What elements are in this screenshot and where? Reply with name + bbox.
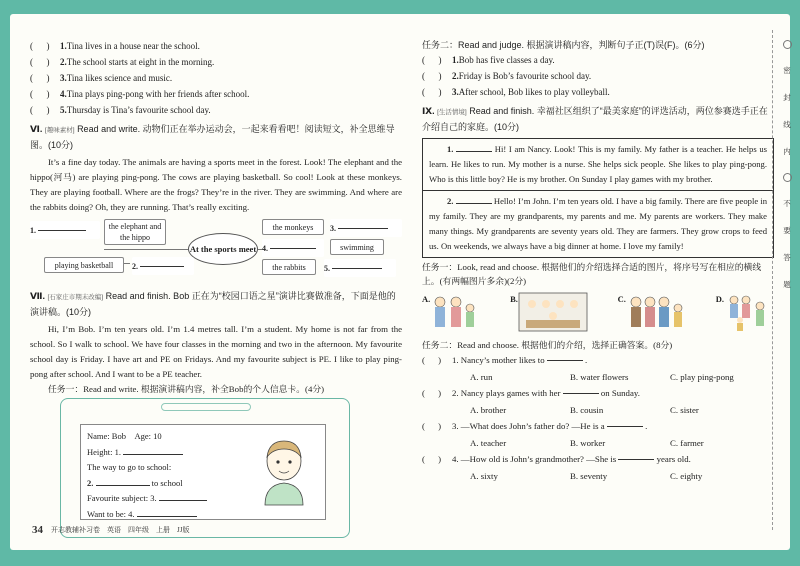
boy-illustration <box>257 435 311 511</box>
left.tf_items-item-3: ( ) 3. Tina likes science and music. <box>30 70 402 86</box>
card-blank-2[interactable] <box>96 485 150 486</box>
option[interactable]: A. teacher <box>470 437 507 448</box>
footer-text: 开志教辅补习卷 英语 四年级 上册 JJ版 <box>51 526 190 534</box>
card-blank-4[interactable] <box>137 516 197 517</box>
left.tf_items-item-2: ( ) 2. The school starts at eight in the morning. <box>30 54 402 70</box>
answer-bracket[interactable]: ( ) <box>422 86 442 97</box>
side-char: 封 <box>783 93 791 102</box>
rabbits-box: the rabbits <box>262 259 316 275</box>
card-want: Want to be: 4. <box>87 508 135 519</box>
left.tf_items-item-1: ( ) 1. Tina lives in a house near the school. <box>30 38 402 54</box>
blank-5[interactable]: 5. <box>324 259 396 277</box>
answer-bracket[interactable]: ( ) <box>422 70 442 81</box>
side-char: 线 <box>783 120 791 129</box>
side-char: 题 <box>783 280 791 289</box>
option[interactable]: A. run <box>470 371 493 382</box>
answer-bracket[interactable]: ( ) <box>30 56 50 67</box>
blank-1[interactable]: 1. <box>30 221 100 239</box>
answer-bracket[interactable]: ( ) <box>30 40 50 51</box>
right.task2_items-item-3: ( ) 3. After school, Bob likes to play volleyball. <box>422 84 774 100</box>
answer-bracket[interactable]: ( ) <box>422 355 442 366</box>
question-3: ( ) 3. —What does John’s father do? —He is a . <box>422 418 774 435</box>
option[interactable]: B. water flowers <box>570 371 629 382</box>
blank-3[interactable]: 3. <box>330 219 402 237</box>
section-9-heading: Ⅸ. [生活情境] Read and finish. 幸福社区组织了“最美家庭”的评选活动，两位参赛选手正在介绍自己的家庭。(10分) <box>422 106 768 132</box>
question-3-options <box>422 435 774 451</box>
task-2-list <box>422 52 774 100</box>
intro-blank-1[interactable] <box>456 151 492 152</box>
option[interactable]: B. worker <box>570 437 606 448</box>
card-age: Age: 10 <box>134 431 162 441</box>
option[interactable]: A. sixty <box>470 470 498 481</box>
intro-blank-2[interactable] <box>456 203 492 204</box>
answer-bracket[interactable]: ( ) <box>30 72 50 83</box>
card-way: The way to go to school: <box>87 462 172 472</box>
info-card: Name: Bob Age: 10 Height: 1. The way to go to school: 2. to school Favourite subject: 3. Want to be: 4. <box>80 424 326 520</box>
question-2: ( ) 2. Nancy plays games with her on Sunday. <box>422 385 774 402</box>
left.tf_items-item-5: ( ) 5. Thursday is Tina’s favourite school day. <box>30 102 402 118</box>
blank-2[interactable]: 2. <box>132 257 194 275</box>
card-name: Name: Bob <box>87 431 126 441</box>
question-4-options <box>422 468 774 484</box>
option[interactable]: C. play ping-pong <box>670 371 734 382</box>
section-7-heading: Ⅶ. [石家庄市期末改编] Read and finish. Bob 正在为“校园口语之星”演讲比赛做准备，下面是他的演讲稿。(10分) <box>30 291 396 317</box>
footer <box>32 524 189 536</box>
binding-hole <box>783 40 792 49</box>
question-1: ( ) 1. Nancy’s mother likes to . <box>422 352 774 369</box>
question-blank[interactable] <box>563 393 599 394</box>
option[interactable]: C. sister <box>670 404 699 415</box>
option[interactable]: A. brother <box>470 404 507 415</box>
task-2-heading: 任务二：Read and judge. 根据演讲稿内容，判断句子正(T)误(F)。(6分) <box>422 40 705 50</box>
question-4: ( ) 4. —How old is John’s grandmother? —She is years old. <box>422 451 774 468</box>
side-binding-text <box>780 40 794 290</box>
swimming-box: swimming <box>330 239 384 255</box>
elephant-box: the elephant and the hippo <box>104 219 166 245</box>
option[interactable]: C. farmer <box>670 437 704 448</box>
side-char: 密 <box>783 66 791 75</box>
task-1-instruction: 任务一：Read and write. 根据演讲稿内容，补全Bob的个人信息卡。(4分) <box>48 384 325 394</box>
true-false-list <box>30 38 402 118</box>
answer-bracket[interactable]: ( ) <box>422 421 442 432</box>
task-1-instruction-r: 任务一：Look, read and choose. 根据他们的介绍选择合适的图片，将序号写在相应的横线上。(有两幅图片多余)(2分) <box>422 262 762 286</box>
blank-4[interactable]: 4. <box>262 239 324 257</box>
question-blank[interactable] <box>547 360 583 361</box>
picture-options <box>422 292 774 336</box>
section-7-passage: Hi, I’m Bob. I’m ten years old. I’m 1.4 metres tall. I’m a student. My home is not far from the school. So I walk to school. We have four classes in the morning and two in the afternoon. My favourite school day is Friday. I have art and PE on Fridays. And my favourite subject is PE. I like to play ping-pong after school. And I want to be a PE teacher. <box>30 324 402 379</box>
left.tf_items-item-4: ( ) 4. Tina plays ping-pong with her friends after school. <box>30 86 402 102</box>
page-number: 34 <box>32 524 43 536</box>
side-char: 要 <box>783 226 791 235</box>
picture-a[interactable]: A. <box>422 292 480 336</box>
answer-bracket[interactable]: ( ) <box>30 88 50 99</box>
question-blank[interactable] <box>618 459 654 460</box>
binding-hole <box>783 173 792 182</box>
right-column <box>422 38 774 484</box>
question-blank[interactable] <box>607 426 643 427</box>
picture-c[interactable]: C. <box>618 292 686 336</box>
multiple-choice-list <box>422 352 774 484</box>
section-6-heading: Ⅵ. [趣味素材] Read and write. 动物们正在举办运动会，一起来看看吧！阅读短文，补全思维导图。(10分) <box>30 124 395 150</box>
option[interactable]: C. eighty <box>670 470 703 481</box>
center-node: At the sports meet <box>188 233 258 265</box>
mind-map <box>30 219 402 281</box>
side-char: 答 <box>783 253 791 262</box>
intro-box: 1. Hi! I am Nancy. Look! This is my family. My father is a teacher. He helps us learn. He likes to run. My mother is a nurse. She helps sick people. She likes to play ping-pong. Who is this little boy? He is my brother. On Sunday I play games with my brother. 2. Hello! I’m John. I’m ten years old. I have a big family. There are five people in my family. They are my grandparents, my parents and me. My parents are workers. They make many things. My grandparents are seventy years old. They are farmers. They grow crops to feed us. On weekends, we always have a big dinner at home. I love my family! <box>422 138 774 258</box>
answer-bracket[interactable]: ( ) <box>422 54 442 65</box>
card-blank-3[interactable] <box>159 500 207 501</box>
task-2-instruction: 任务二：Read and choose. 根据他们的介绍，选择正确答案。(8分) <box>422 340 673 350</box>
right.task2_items-item-2: ( ) 2. Friday is Bob’s favourite school day. <box>422 68 774 84</box>
picture-d[interactable]: D. <box>716 292 774 336</box>
question-1-options <box>422 369 774 385</box>
left-column <box>30 38 402 397</box>
side-char: 内 <box>783 147 791 156</box>
side-char: 不 <box>783 199 791 208</box>
card-height: Height: 1. <box>87 446 121 457</box>
basketball-box: playing basketball <box>44 257 124 273</box>
card-subject: Favourite subject: 3. <box>87 493 157 503</box>
right.task2_items-item-1: ( ) 1. Bob has five classes a day. <box>422 52 774 68</box>
option[interactable]: B. cousin <box>570 404 604 415</box>
option[interactable]: B. seventy <box>570 470 608 481</box>
answer-bracket[interactable]: ( ) <box>422 388 442 399</box>
cut-line <box>772 30 773 530</box>
section-6-passage: It’s a fine day today. The animals are having a sports meet in the forest. Look! The elephant and the hippo(河马) are playing ping-pong. The cows are playing basketball. So cool! Look at these monkeys. They are playing football. Where are the frogs? They’re in the river. They are swimming. And where are the rabbits doing? Oh, they are running. That’s really exciting. <box>30 157 402 212</box>
picture-b[interactable]: B. <box>510 292 588 336</box>
question-2-options <box>422 402 774 418</box>
monkeys-box: the monkeys <box>262 219 324 235</box>
answer-bracket[interactable]: ( ) <box>30 104 50 115</box>
card-blank-1[interactable] <box>123 454 183 455</box>
answer-bracket[interactable]: ( ) <box>422 454 442 465</box>
